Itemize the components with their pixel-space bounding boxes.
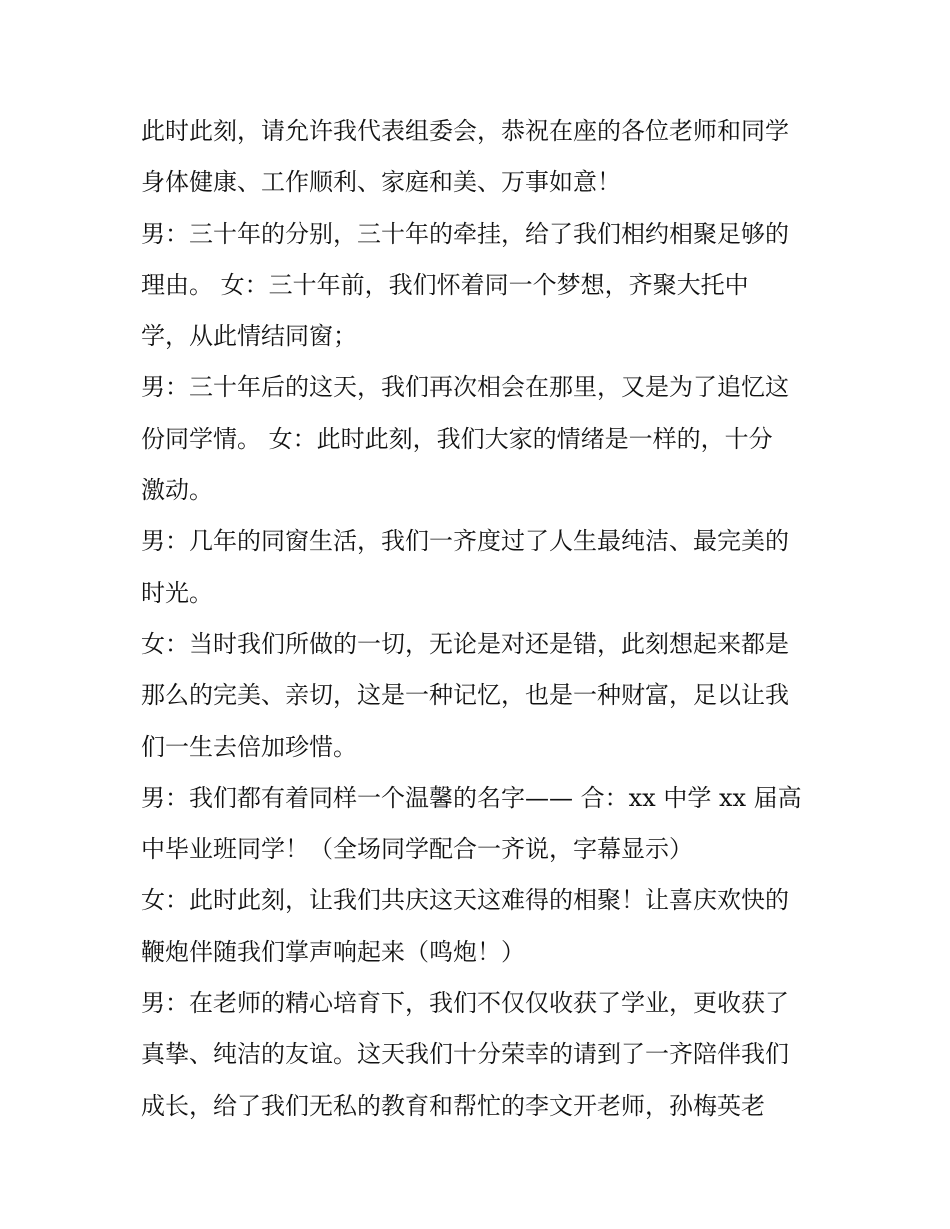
text-line: 时光。: [141, 578, 213, 607]
text-line: 真挚、纯洁的友谊。这天我们十分荣幸的请到了一齐陪伴我们: [141, 1040, 789, 1069]
text-line: 份同学情。 女：此时此刻，我们大家的情绪是一样的，十分: [141, 424, 773, 453]
text-line: 男：在老师的精心培育下，我们不仅仅收获了学业，更收获了: [141, 989, 789, 1018]
text-line: 们一生去倍加珍惜。: [141, 732, 357, 761]
text-line: 鞭炮伴随我们掌声响起来（鸣炮！）: [141, 937, 525, 966]
document-body: [141, 107, 821, 1133]
text-line: 激动。: [141, 476, 213, 505]
text-line: 女：此时此刻，让我们共庆这天这难得的相聚！让喜庆欢快的: [141, 886, 789, 915]
text-line: 女：当时我们所做的一切，无论是对还是错，此刻想起来都是: [141, 629, 789, 658]
text-line: 男：几年的同窗生活，我们一齐度过了人生最纯洁、最完美的: [141, 527, 789, 556]
text-line: 那么的完美、亲切，这是一种记忆，也是一种财富，足以让我: [141, 681, 789, 710]
text-line: 男：三十年的分别，三十年的牵挂，给了我们相约相聚足够的: [141, 219, 789, 248]
text-line: 中毕业班同学！（全场同学配合一齐说，字幕显示）: [141, 835, 693, 864]
text-line: 男：三十年后的这天，我们再次相会在那里，又是为了追忆这: [141, 373, 789, 402]
text-line: 男：我们都有着同样一个温馨的名字—— 合：xx 中学 xx 届高: [141, 783, 802, 812]
text-line: 身体健康、工作顺利、家庭和美、万事如意！: [141, 168, 621, 197]
text-line: 成长，给了我们无私的教育和帮忙的李文开老师，孙梅英老: [141, 1091, 765, 1120]
text-line: 此时此刻，请允许我代表组委会，恭祝在座的各位老师和同学: [141, 117, 789, 145]
text-line: 理由。 女：三十年前，我们怀着同一个梦想，齐聚大托中: [141, 270, 749, 299]
text-line: 学，从此情结同窗；: [141, 322, 357, 351]
